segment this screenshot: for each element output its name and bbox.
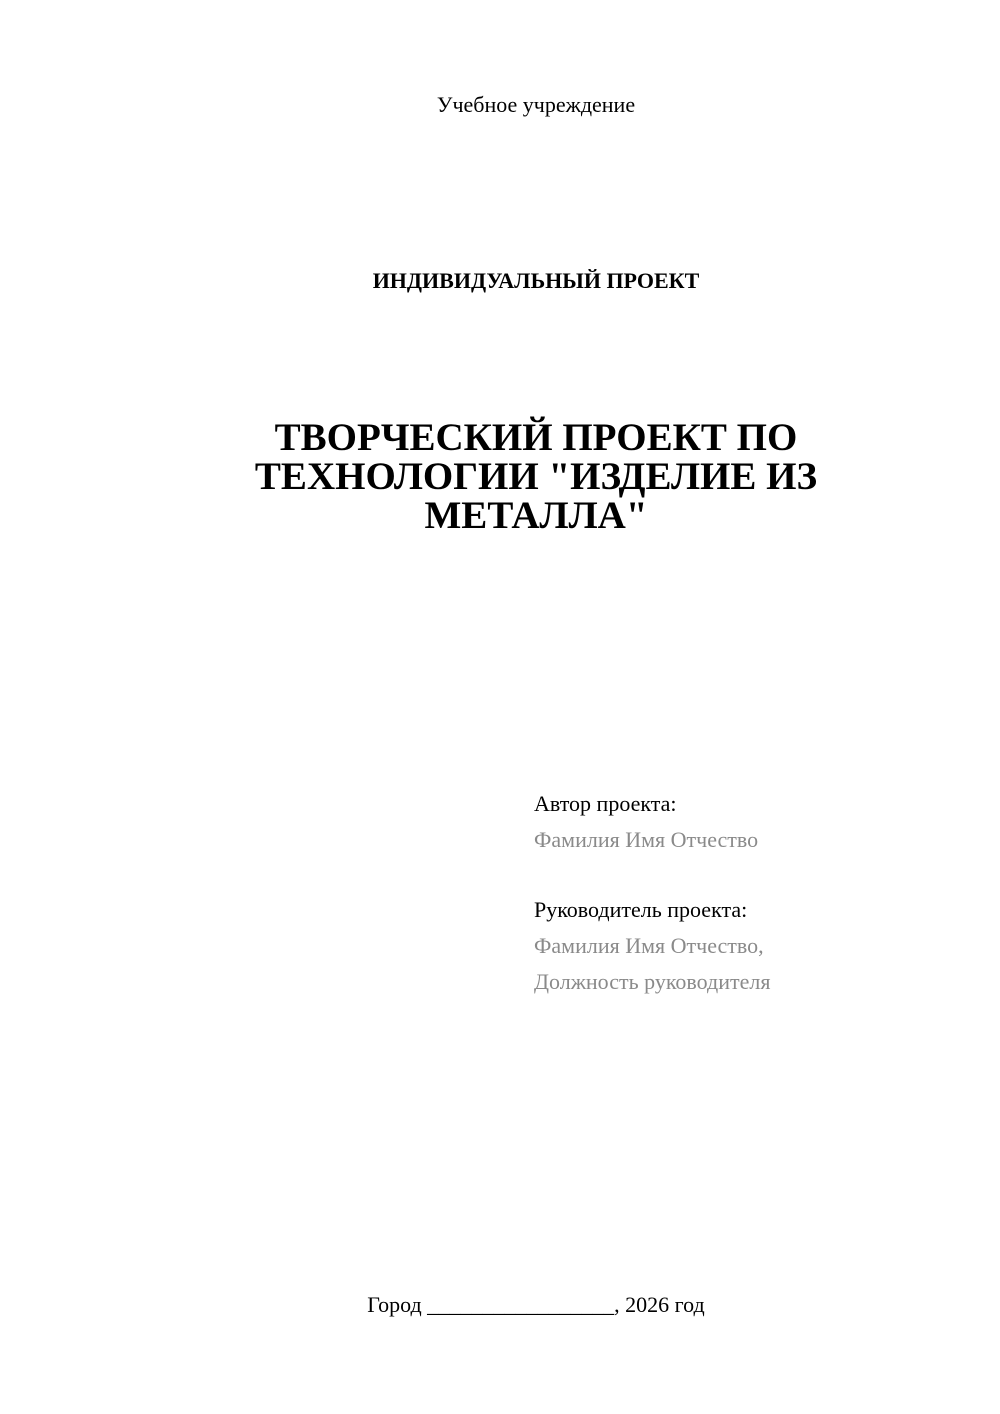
- document-type: ИНДИВИДУАЛЬНЫЙ ПРОЕКТ: [372, 268, 700, 293]
- institution-name: Учебное учреждение: [436, 92, 636, 117]
- credits-spacer: [534, 858, 954, 892]
- author-label: Автор проекта:: [534, 791, 677, 816]
- supervisor-label: Руководитель проекта:: [534, 897, 748, 922]
- credits-block: [534, 786, 954, 1000]
- author-name: Фамилия Имя Отчество: [534, 827, 759, 852]
- project-title: [250, 418, 822, 535]
- supervisor-position: Должность руководителя: [534, 969, 771, 994]
- project-title-line: МЕТАЛЛА": [424, 494, 648, 537]
- supervisor-name: Фамилия Имя Отчество,: [534, 933, 764, 958]
- project-title-line: ТВОРЧЕСКИЙ ПРОЕКТ ПО: [274, 416, 798, 459]
- city-year-line: Город _________________, 2026 год: [367, 1292, 705, 1317]
- project-title-line: ТЕХНОЛОГИИ "ИЗДЕЛИЕ ИЗ: [254, 455, 818, 498]
